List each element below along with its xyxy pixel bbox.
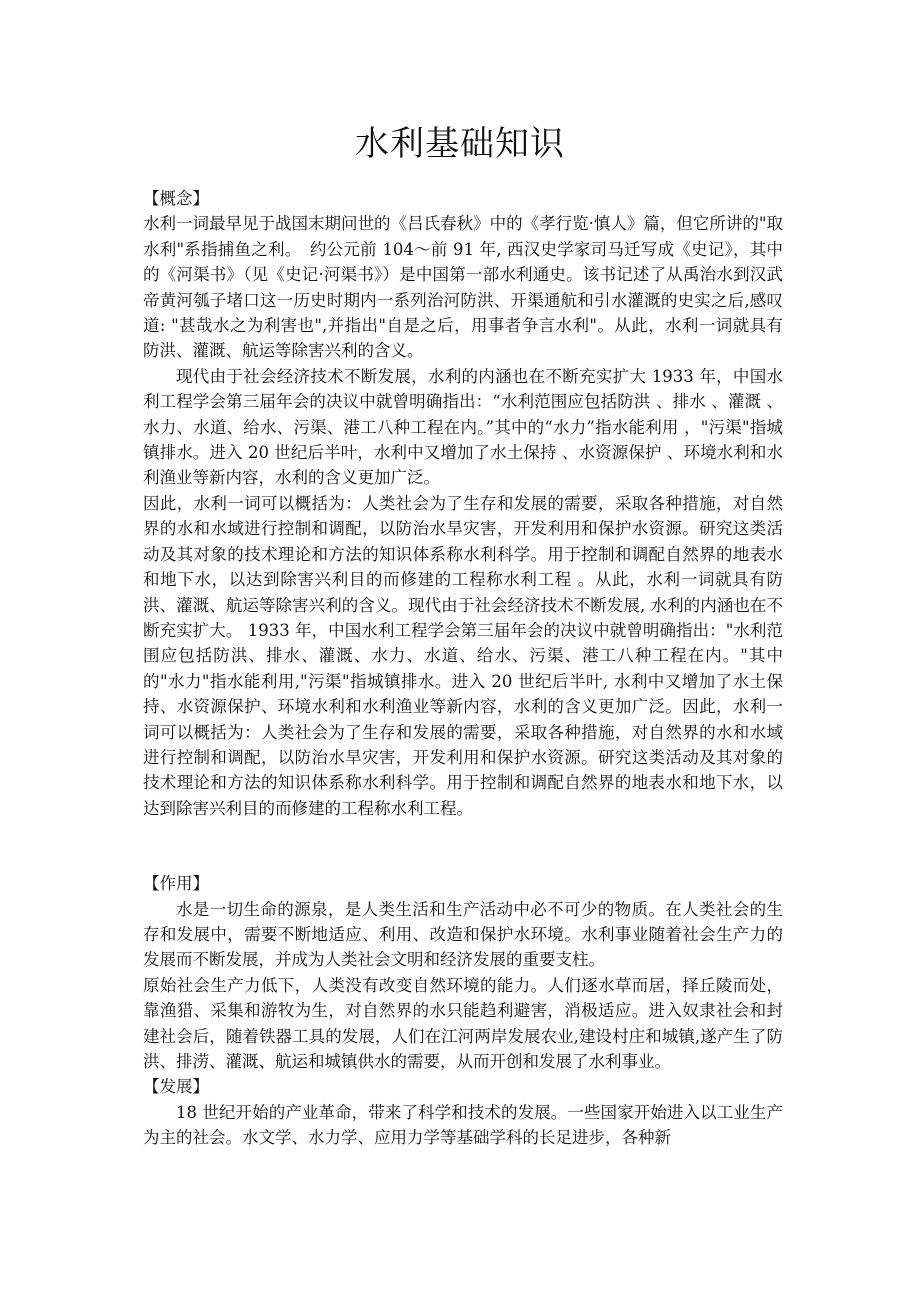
paragraph: 水利一词最早见于战国末期问世的《吕氏春秋》中的《孝行览·慎人》篇，但它所讲的"取水利"系指捕鱼之利。 约公元前 104～前 91 年, 西汉史学家司马迁写成《史记》，其中的《河渠书》（见《史记·河渠书》）是中国第一部水利通史。该书记述了从禹治水到汉武帝黄河瓠子堵口这一历史时期内一系列治河防洪、开渠通航和引水灌溉的史实之后,感叹道: "甚哉水之为利害也",并指出"自是之后，用事者争言水利"。从此，水利一词就具有防洪、灌溉、航运等除害兴利的含义。 — [143, 214, 783, 361]
section-heading: 【发展】 — [143, 1077, 209, 1097]
paragraph: 因此，水利一词可以概括为：人类社会为了生存和发展的需要，采取各种措施，对自然界的水和水域进行控制和调配，以防治水旱灾害，开发利用和保护水资源。研究这类活动及其对象的技术理论和方法的知识体系称水利科学。用于控制和调配自然界的地表水和地下水，以达到除害兴利目的而修建的工程称水利工程 。从此，水利一词就具有防洪、灌溉、航运等除害兴利的含义。现代由于社会经济技术不断发展, 水利的内涵也在不断充实扩大。 1933 年，中国水利工程学会第三届年会的决议中就曾明确指出："水利范围应包括防洪、排水、灌溉、水力、水道、给水、污渠、港工八种工程在内。"其中的"水力"指水能利用,"污渠"指城镇排水。进入 20 世纪后半叶, 水利中又增加了水土保持、水资源保护、环境水利和水利渔业等新内容，水利的含义更加广泛。因此，水利一词可以概括为：人类社会为了生存和发展的需要，采取各种措施，对自然界的水和水域进行控制和调配，以防治水旱灾害，开发利用和保护水资源。研究这类活动及其对象的技术理论和方法的知识体系称水利科学。用于控制和调配自然界的地表水和地下水，以达到除害兴利目的而修建的工程称水利工程。 — [143, 493, 783, 818]
section-heading: 【概念】 — [143, 189, 209, 208]
section-heading: 【作用】 — [143, 874, 209, 894]
section-spacer — [143, 821, 783, 871]
paragraph: 原始社会生产力低下，人类没有改变自然环境的能力。人们逐水草而居，择丘陵而处，靠渔猎、采集和游牧为生，对自然界的水只能趋利避害，消极适应。进入奴隶社会和封建社会后，随着铁器工具的发展，人们在江河两岸发展农业,建设村庄和城镇,遂产生了防洪、排涝、灌溉、航运和城镇供水的需要，从而开创和发展了水利事业。 — [143, 975, 783, 1071]
section-concept — [143, 186, 783, 821]
document-body — [143, 186, 783, 1151]
section-development — [143, 1074, 783, 1150]
paragraph: 水是一切生命的源泉，是人类生活和生产活动中必不可少的物质。在人类社会的生存和发展中，需要不断地适应、利用、改造和保护水环境。水利事业随着社会生产力的发展而不断发展，并成为人类社会文明和经济发展的重要支柱。 — [143, 899, 783, 970]
paragraph: 18 世纪开始的产业革命，带来了科学和技术的发展。一些国家开始进入以工业生产为主的社会。水文学、水力学、应用力学等基础学科的长足进步，各种新 — [143, 1102, 783, 1148]
section-function — [143, 871, 783, 1074]
page-title: 水利基础知识 — [355, 124, 565, 164]
paragraph: 现代由于社会经济技术不断发展，水利的内涵也在不断充实扩大 1933 年，中国水利工程学会第三届年会的决议中就曾明确指出：“水利范围应包括防洪 、排水 、灌溉 、水力、水道、给水、污渠、港工八种工程在内。”其中的“水力”指水能利用 ，"污渠"指城镇排水。进入 20 世纪后半叶，水利中又增加了水土保持 、水资源保护 、环境水利和水利渔业等新内容，水利的含义更加广泛。 — [143, 366, 783, 488]
